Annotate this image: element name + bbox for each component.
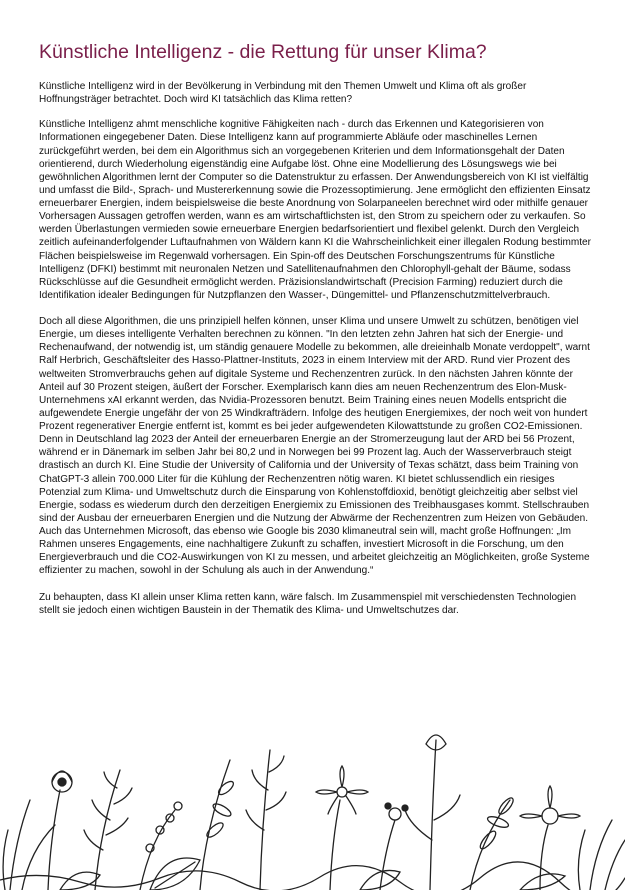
paragraph-ki-definition: Künstliche Intelligenz ahmt menschliche kognitive Fähigkeiten nach - durch das Erkennen und Kategorisieren von Informationen eingegebener Daten. Diese Intelligenz kann auf programmierte Abläufe oder maschinelles Lernen zurückgeführt werden, bei dem ein Algorithmus sich an vorgegebenen Kriterien und dem Informationsgehalt der Daten orientierend, durch Wiederholung eigenständig eine Aufgabe löst. Ohne eine Modellierung des Lösungswegs wie bei gewöhnlichen Algorithmen lernt der Computer so die Datenstruktur zu erfassen. Der Anwendungsbereich von KI ist vielfältig und umfasst die Bild-, Sprach- und Mustererkennung sowie die Prozessoptimierung. Jene ermöglicht den effizienten Einsatz erneuerbarer Energien, indem beispielsweise die beste Anordnung von Solarpaneelen berechnet wird oder mithilfe genauer Vorhersagen Aussagen getroffen werden, wann es am wirtschaftlichsten ist, den Strom zu speichern oder zu verkaufen. So werden Überlastungen vermieden sowie erneuerbare Energien bedarfsorientiert und flexibel gelenkt. Durch den Vergleich zeitlich aufeinanderfolgender Luftaufnahmen von Wäldern kann KI die Wahrscheinlichkeit einer illegalen Rodung bestimmter Flächen beispielsweise im Regenwald vorhersagen. Ein Spin-off des Deutschen Forschungszentrums für Künstliche Intelligenz (DFKI) bestimmt mit neuronalen Netzen und Satellitenaufnahmen den Chlorophyll-gehalt der Bäume, sodass Rückschlüsse auf die Gesundheit ermöglicht werden. Präzisionslandwirtschaft (Precision Farming) reduziert durch die Identifikation idealer Bedingungen für Nutzpflanzen den Wasser-, Düngemittel- und Pflanzenschutzmittelverbrauch. [39,119,591,301]
intro-paragraph: Künstliche Intelligenz wird in der Bevölkerung in Verbindung mit den Themen Umwelt und Klima oft als großer Hoffnungsträger betrachtet. Doch wird KI tatsächlich das Klima retten? [39,81,527,106]
paragraph-conclusion: Zu behaupten, dass KI allein unser Klima retten kann, wäre falsch. Im Zusammenspiel mit verschiedensten Technologien stellt sie jedoch einen wichtigen Baustein in der Thematik des Klima- und Umweltschutzes dar. [39,591,577,616]
page-title: Künstliche Intelligenz - die Rettung für unser Klima? [39,41,487,63]
article-body [39,80,595,630]
botanical-flowers-line-art-icon [0,730,625,890]
paragraph-energy-consumption: Doch all diese Algorithmen, die uns prinzipiell helfen können, unser Klima und unsere Umwelt zu schützen, benötigen viel Energie, um dieses intelligente Verhalten berechnen zu können. "In den letzten zehn Jahren hat sich der Energie- und Rechenaufwand, der notwendig ist, um ständig genauere Modelle zu bekommen, alle dreieinhalb Monate verdoppelt", warnt Ralf Herbrich, Geschäftsleiter des Hasso-Plattner-Instituts, 2023 in einem Interview mit der ARD. Rund vier Prozent des weltweiten Stromverbrauchs gehen auf digitale Systeme und Rechenzentren zurück. In den nächsten Jahren könnte der Anteil auf 30 Prozent steigen, äußert der Forscher. Exemplarisch kann dies am neuen Rechenzentrum des Elon-Musk-Unternehmens xAI erkannt werden, das Nvidia-Prozessoren benutzt. Beim Training eines neuen Modells entspricht die aufgewendete Energie ungefähr der von 25 Windkrafträdern. Infolge des heutigen Energiemixes, der noch weit von hundert Prozent regenerativer Energie entfernt ist, kommt es bei jeder aufgewendeten Kilowattstunde zu großen CO2-Emissionen. Denn in Deutschland lag 2023 der Anteil der erneuerbaren Energie an der Stromerzeugung laut der ARD bei 56 Prozent, während er in Dänemark im selben Jahr bei 80,2 und in Norwegen bei 99 Prozent lag. Auch der Wasserverbrauch steigt drastisch an durch KI. Eine Studie der University of California und der University of Texas schätzt, dass beim Training von ChatGPT-3 allein 700.000 Liter für die Kühlung der Rechenzentren nötig waren. KI bietet schlussendlich ein riesiges Potenzial zum Klima- und Umweltschutz durch die Einsparung von Kohlenstoffdioxid, benötigt gleichzeitig aber selbst viel Energie, sodass es wiederum durch den derzeitigen Energiemix zu Emissionen des Treibhausgases kommt. Stellschrauben sind der Ausbau der erneuerbaren Energien und die Nutzung der Abwärme der Rechenzentren zum Heizen von Gebäuden. Auch das Unternehmen Microsoft, das ebenso wie Google bis 2030 klimaneutral sein will, macht große Hoffnungen: „Im Rahmen unseres Engagements, eine nachhaltigere Zukunft zu schaffen, investiert Microsoft in die Forschung, um den Energieverbrauch und die CO2-Auswirkungen von KI zu messen, und arbeitet gleichzeitig an Möglichkeiten, große Systeme effizienter zu machen, sowohl in der Schulung als auch in der Anwendung.“ [39,316,590,577]
